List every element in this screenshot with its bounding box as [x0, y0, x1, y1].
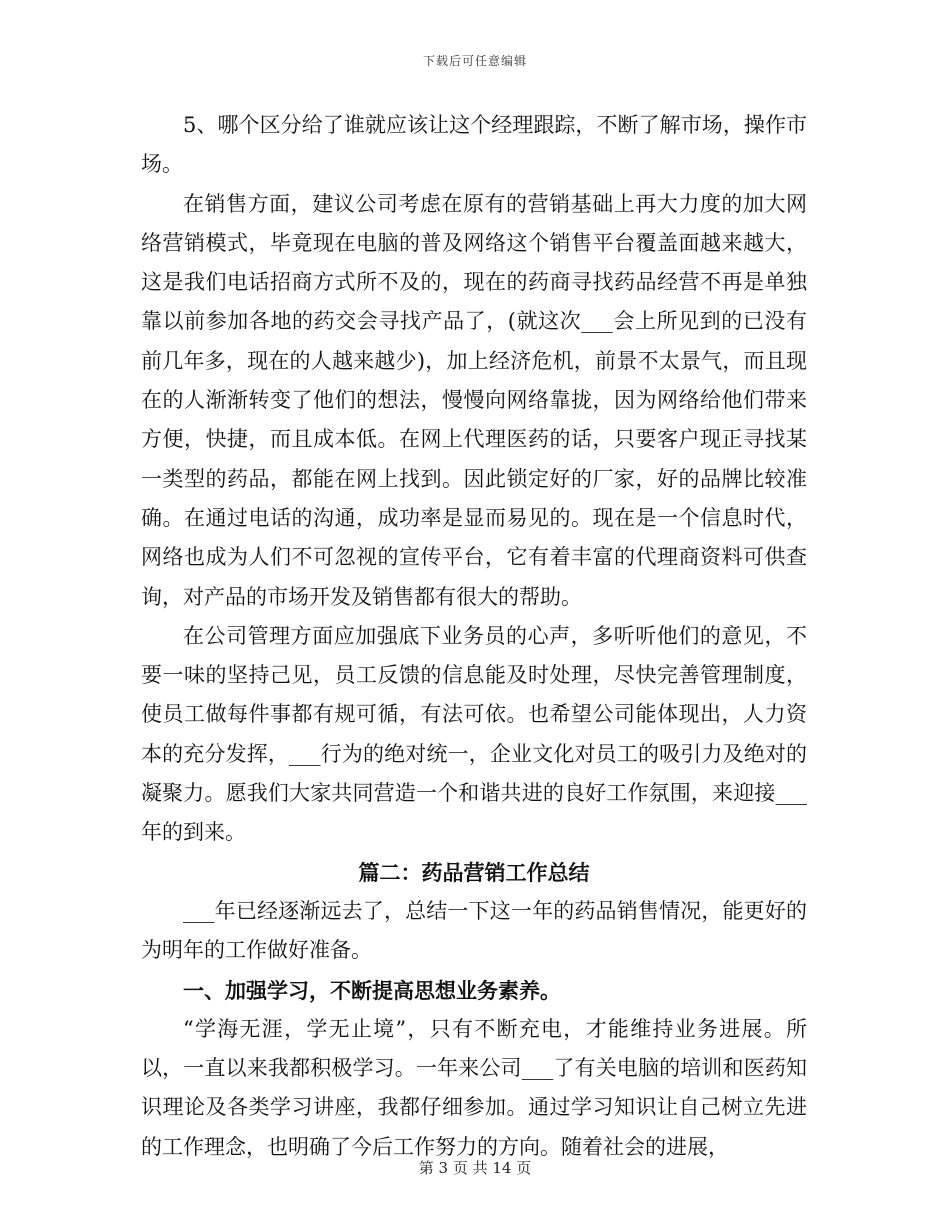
paragraph-management: 在公司管理方面应加强底下业务员的心声，多听听他们的意见，不要一味的坚持己见，员工反馈的信息能及时处理，尽快完善管理制度，使员工做每件事都有规可循，有法可依。也希望公司能体现出，人力资本的充分发挥，___行为的绝对统一，企业文化对员工的吸引力及绝对的凝聚力。愿我们大家共同营造一个和谐共进的良好工作氛围，来迎接___年的到来。: [141, 623, 807, 845]
section-intro: ___年已经逐渐远去了，总结一下这一年的药品销售情况，能更好的为明年的工作做好准备。: [141, 898, 807, 963]
paragraph-market-tracking: 5、哪个区分给了谁就应该让这个经理跟踪，不断了解市场，操作市场。: [141, 113, 807, 177]
paragraph-sales: 在销售方面，建议公司考虑在原有的营销基础上再大力度的加大网络营销模式，毕竟现在电脑的普及网络这个销售平台覆盖面越来越大，这是我们电话招商方式所不及的，现在的药商寻找药品经营不再是单独靠以前参加各地的药交会寻找产品了，(就这次___会上所见到的已没有前几年多，现在的人越来越少)，加上经济危机，前景不太景气，而且现在的人渐渐转变了他们的想法，慢慢向网络靠拢，因为网络给他们带来方便，快捷，而且成本低。在网上代理医药的话，只要客户现正寻找某一类型的药品，都能在网上找到。因此锁定好的厂家，好的品牌比较准确。在通过电话的沟通，成功率是显而易见的。现在是一个信息时代，网络也成为人们不可忽视的宣传平台，它有着丰富的代理商资料可供查询，对产品的市场开发及销售都有很大的帮助。: [141, 191, 807, 609]
section-title: 篇二：药品营销工作总结: [358, 859, 590, 885]
page-header: 下载后可任意编辑: [422, 54, 527, 68]
paragraph-study: “学海无涯，学无止境”，只有不断充电，才能维持业务进展。所以，一直以来我都积极学习。一年来公司___了有关电脑的培训和医药知识理论及各类学习讲座，我都仔细参加。通过学习知识让自己树立先进的工作理念，也明确了今后工作努力的方向。随着社会的进展，: [141, 1016, 807, 1159]
page-footer: 第 3 页 共 14 页: [418, 1159, 532, 1177]
subheading-study: 一、加强学习，不断提高思想业务素养。: [183, 977, 561, 1003]
document-body: [141, 106, 807, 1167]
